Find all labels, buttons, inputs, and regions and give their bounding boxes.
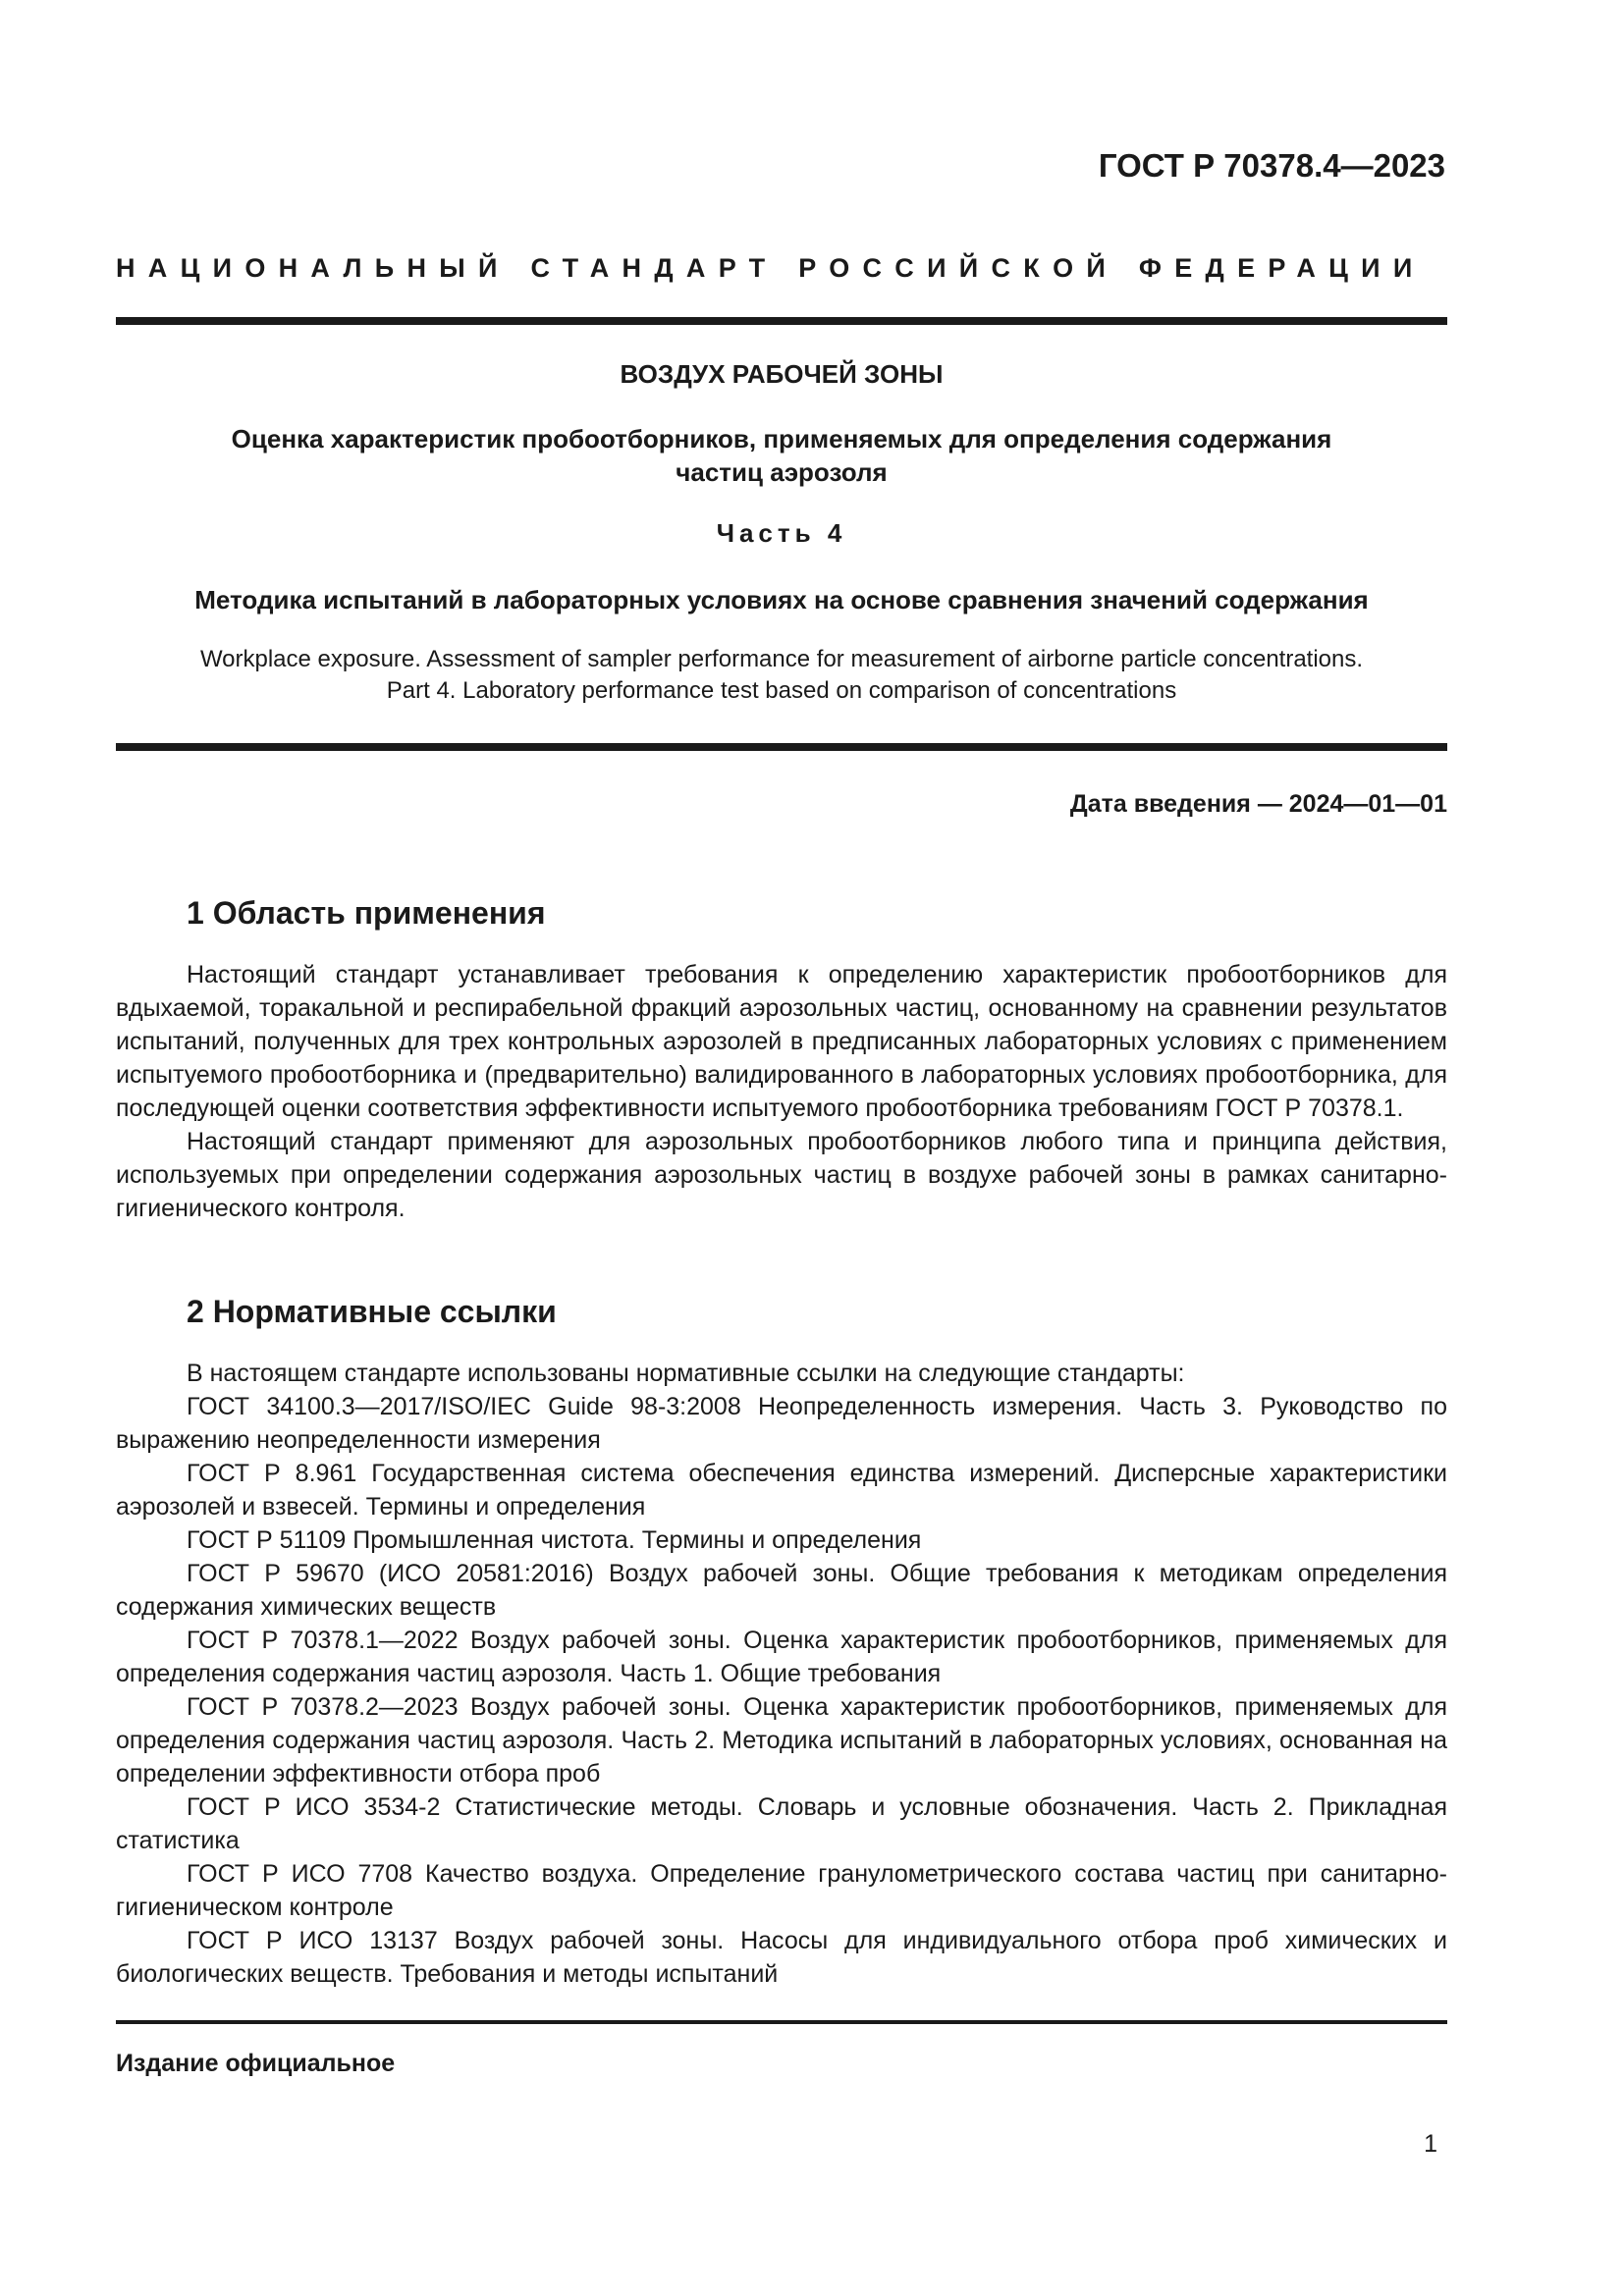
- title-bottom-rule: [116, 743, 1447, 751]
- section-1-paragraph: Настоящий стандарт устанавливает требования к определению характеристик пробоотборников для вдыхаемой, торакальной и респирабельной фракций аэрозольных частиц, основанному на сравнении результатов испытаний, полученных для трех контрольных аэрозолей в предписанных лабораторных условиях с применением испытуемого пробоотборника и (предварительно) валидированного в лабораторных условиях пробоотборника, для последующей оценки соответствия эффективности испытуемого пробоотборника требованиям ГОСТ Р 70378.1.: [116, 961, 1447, 1122]
- title-part: Часть 4: [716, 518, 847, 548]
- title-method: Методика испытаний в лабораторных условиях на основе сравнения значений содержания: [194, 585, 1369, 614]
- reference-item: ГОСТ Р 70378.1—2022 Воздух рабочей зоны. Оценка характеристик пробоотборников, применяемых для определения содержания частиц аэрозоля. Часть 1. Общие требования: [116, 1627, 1447, 1687]
- footer-rule: [116, 2020, 1447, 2024]
- reference-item: ГОСТ Р 59670 (ИСО 20581:2016) Воздух рабочей зоны. Общие требования к методикам определения содержания химических веществ: [116, 1560, 1447, 1621]
- reference-item: ГОСТ Р 70378.2—2023 Воздух рабочей зоны. Оценка характеристик пробоотборников, применяемых для определения содержания частиц аэрозоля. Часть 2. Методика испытаний в лабораторных условиях, основанная на определении эффективности отбора проб: [116, 1693, 1447, 1788]
- title-english-line1: Workplace exposure. Assessment of sampler performance for measurement of airborne particle concentrations.: [199, 646, 1364, 672]
- section-2-heading: 2 Нормативные ссылки: [187, 1294, 557, 1329]
- introduction-date: Дата введения — 2024—01—01: [1069, 790, 1447, 818]
- title-english-line2: Part 4. Laboratory performance test based on comparison of concentrations: [386, 677, 1177, 704]
- official-edition-label: Издание официальное: [116, 2050, 396, 2077]
- reference-item: ГОСТ Р 8.961 Государственная система обеспечения единства измерений. Дисперсные характеристики аэрозолей и взвесей. Термины и определения: [116, 1460, 1447, 1521]
- section-2-body: [116, 1357, 1447, 1991]
- reference-item: ГОСТ Р 51109 Промышленная чистота. Термины и определения: [187, 1526, 922, 1554]
- section-1-paragraph: Настоящий стандарт применяют для аэрозольных пробоотборников любого типа и принципа действия, используемых при определении содержания аэрозольных частиц в воздухе рабочей зоны в рамках санитарно-гигиенического контроля.: [116, 1128, 1447, 1222]
- top-rule: [116, 317, 1447, 325]
- section-1-body: [116, 958, 1447, 1225]
- national-standard-banner: НАЦИОНАЛЬНЫЙ СТАНДАРТ РОССИЙСКОЙ ФЕДЕРАЦИИ: [116, 253, 1426, 283]
- reference-item: ГОСТ Р ИСО 13137 Воздух рабочей зоны. Насосы для индивидуального отбора проб химических и биологических веществ. Требования и методы испытаний: [116, 1927, 1447, 1988]
- title-main: ВОЗДУХ РАБОЧЕЙ ЗОНЫ: [620, 359, 944, 389]
- reference-item: ГОСТ Р ИСО 3534-2 Статистические методы. Словарь и условные обозначения. Часть 2. Прикладная статистика: [116, 1793, 1447, 1854]
- section-1-heading: 1 Область применения: [187, 895, 546, 931]
- title-subtitle-line1: Оценка характеристик пробоотборников, применяемых для определения содержания: [231, 424, 1332, 454]
- section-2-intro: В настоящем стандарте использованы нормативные ссылки на следующие стандарты:: [187, 1360, 1185, 1387]
- title-subtitle: [116, 422, 1447, 489]
- reference-item: ГОСТ 34100.3—2017/ISO/IEC Guide 98-3:2008 Неопределенность измерения. Часть 3. Руководство по выражению неопределенности измерения: [116, 1393, 1447, 1454]
- title-subtitle-line2: частиц аэрозоля: [676, 457, 888, 487]
- reference-item: ГОСТ Р ИСО 7708 Качество воздуха. Определение гранулометрического состава частиц при санитарно-гигиеническом контроле: [116, 1860, 1447, 1921]
- document-number: ГОСТ Р 70378.4—2023: [1098, 147, 1445, 184]
- title-english: [116, 644, 1447, 707]
- page-number: 1: [1424, 2130, 1437, 2158]
